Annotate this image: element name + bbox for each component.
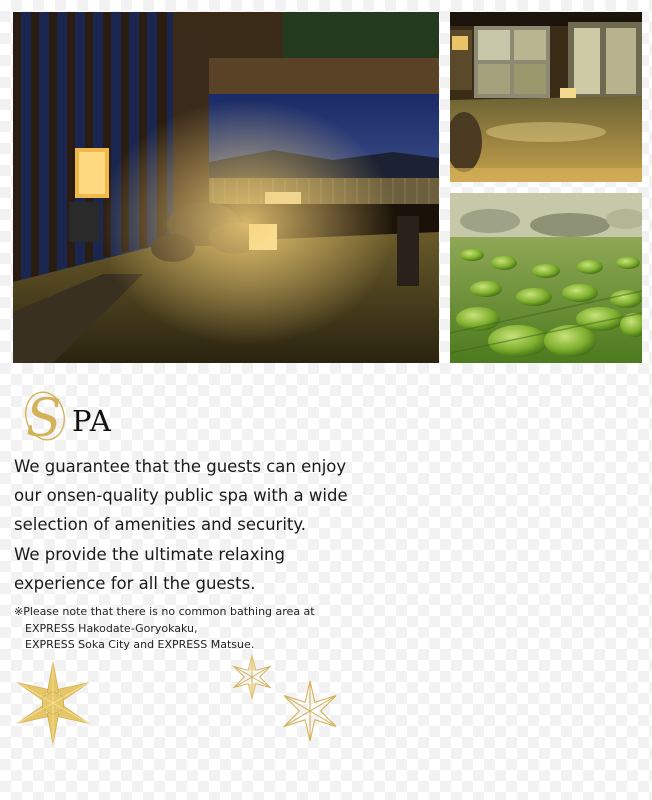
description-line: We provide the ultimate relaxing <box>14 544 285 564</box>
description <box>14 452 394 598</box>
description-line: selection of amenities and security. <box>14 515 307 535</box>
outdoor-spa-photo <box>13 12 439 363</box>
footnote-line: ※Please note that there is no common bathing area at <box>14 605 315 618</box>
heading-initial: S <box>26 389 62 446</box>
gold-star-icon <box>14 659 92 747</box>
outdoor-spa-image <box>13 12 439 363</box>
description-line: our onsen-quality public spa with a wide <box>14 486 348 506</box>
stone-bath-photo <box>450 193 642 363</box>
description-line: experience for all the guests. <box>14 573 256 593</box>
description-line: We guarantee that the guests can enjoy <box>14 457 347 476</box>
stone-bath-image <box>450 193 642 363</box>
heading-title: PA <box>72 404 112 438</box>
gold-star-outline-icon <box>281 678 339 744</box>
script-s-icon <box>14 386 76 446</box>
footnote <box>14 604 354 654</box>
footnote-line: EXPRESS Soka City and EXPRESS Matsue. <box>25 638 255 651</box>
footnote-line: EXPRESS Hakodate-Goryokaku, <box>25 621 198 635</box>
indoor-bath-image <box>450 12 642 182</box>
indoor-bath-photo <box>450 12 642 182</box>
gold-star-icon <box>231 654 273 700</box>
section-heading <box>14 386 214 446</box>
